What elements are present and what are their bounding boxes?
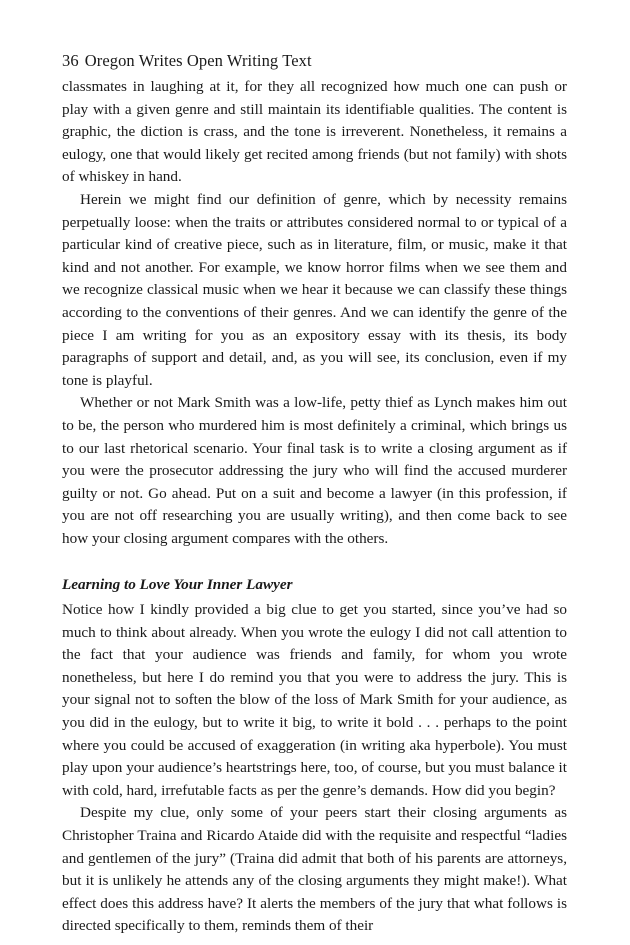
section-heading: Learning to Love Your Inner Lawyer: [62, 576, 293, 594]
paragraph-ladies-gentlemen: Despite my clue, only some of your peers start their closing arguments as Christopher Traina and Ricardo Ataide did with the requisite and respectful “ladies and gentlemen of the jury” (Traina did admit that both of his parents are attorneys, but it is unlikely he attends any of the closing arguments they might make!). What effect does this address have? It alerts the members of the jury that what follows is directed specifically to them, reminds them of their: [62, 804, 567, 935]
running-head: [62, 50, 567, 72]
page-number: 36: [62, 51, 79, 70]
page: [62, 50, 567, 938]
paragraph-continued: classmates in laughing at it, for they all recognized how much one can push or play with a given genre and still maintain its identifiable qualities. The content is graphic, the diction is crass, and the tone is irreverent. Nonetheless, it remains a eulogy, one that would likely get recited among friends (but not family) with shots of whiskey in hand.: [62, 78, 567, 186]
paragraph-closing-argument-task: Whether or not Mark Smith was a low-life, petty thief as Lynch makes him out to be, the person who murdered him is most definitely a criminal, which brings us to our last rhetorical scenario. Your final task is to write a closing argument as if you were the prosecutor addressing the jury who will find the accused murderer guilty or not. Go ahead. Put on a suit and become a lawyer (in this profession, if you are not off researching you are usually writing), and then come back to see how your closing argument compares with the others.: [62, 394, 567, 547]
book-title: Oregon Writes Open Writing Text: [84, 51, 312, 70]
paragraph-genre-definition: Herein we might find our definition of genre, which by necessity remains perpetually loose: when the traits or attributes considered normal to or typical of a particular kind of creative piece, such as in literature, film, or music, make it that kind and not another. For example, we know horror films when we see them and we recognize classical music when we hear it because we can classify these things according to the conventions of their genres. And we can identify the genre of the piece I am writing for you as an expository essay with its thesis, its body paragraphs of support and detail, and, as you will see, its conclusion, even if my tone is playful.: [62, 190, 567, 389]
paragraph-big-clue: Notice how I kindly provided a big clue to get you started, since you’ve had so much to think about already. When you wrote the eulogy I did not call attention to the fact that your audience was friends and family, for whom you wrote nonetheless, but here I do remind you that you were to address the jury. This is your signal not to soften the blow of the loss of Mark Smith for your audience, as you did in the eulogy, but to write it big, to write it bold . . . perhaps to the point where you could be accused of exaggeration (in writing aka hyperbole). You must play upon your audience’s heartstrings here, too, of course, but you must balance it with cold, hard, irrefutable facts as per the genre’s demands. How did you begin?: [62, 601, 567, 799]
